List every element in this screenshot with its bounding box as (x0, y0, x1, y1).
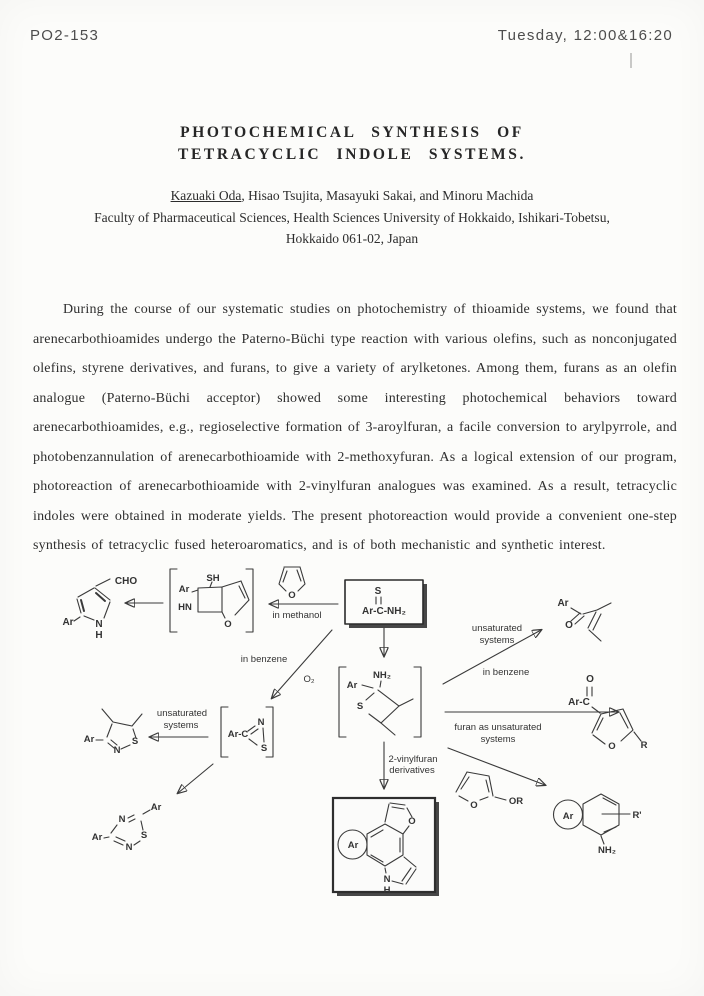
paper-title-line2: TETRACYCLIC INDOLE SYSTEMS. (178, 146, 526, 163)
scheme-label: NH₂ (373, 670, 391, 681)
scheme-label: furan as unsaturated (454, 722, 542, 733)
scheme-label: N (383, 874, 391, 885)
scheme-label: S (140, 830, 148, 841)
scheme-label: Ar (562, 811, 574, 822)
scheme-label: in methanol (272, 610, 322, 621)
paper-title-line1: PHOTOCHEMICAL SYNTHESIS OF (180, 124, 524, 141)
authors-rest: , Hisao Tsujita, Masayuki Sakai, and Minoru Machida (241, 188, 534, 203)
scheme-label: N (95, 619, 103, 630)
scheme-label: unsaturated (156, 708, 208, 719)
scheme-label: OR (508, 796, 524, 807)
scheme-label: Ar-C (227, 729, 249, 740)
scheme-label: O (288, 590, 296, 601)
scheme-label: R' (632, 810, 642, 821)
scheme-label: 2-vinylfuran (388, 754, 438, 765)
scheme-label: NH₂ (598, 845, 616, 856)
scheme-label: derivatives (389, 765, 435, 776)
thioamide-box (345, 580, 427, 628)
scheme-label: S (356, 701, 364, 712)
scheme-label: O (608, 741, 616, 752)
scheme-label: H (383, 885, 391, 896)
scheme-label: Ar (346, 680, 358, 691)
scheme-label: Ar (178, 584, 190, 595)
aroylpyrrole-product (74, 579, 110, 621)
arrow-to-thiadiazole (178, 764, 213, 793)
scheme-label: O₂ (303, 674, 315, 685)
scheme-label: Ar (557, 598, 569, 609)
affiliation-line1: Faculty of Pharmaceutical Sciences, Health Sciences University of Hokkaido, Ishikari-Tobetsu, (94, 210, 610, 225)
furan-reagent (279, 567, 305, 591)
scheme-label: Ar (91, 832, 103, 843)
scheme-label: systems (479, 635, 515, 646)
scheme-label: in benzene (482, 667, 530, 678)
scheme-label: O (224, 619, 232, 630)
author-presenting: Kazuaki Oda (170, 188, 242, 203)
scheme-label: N (125, 842, 133, 853)
scheme-label: O (565, 620, 573, 631)
affiliation-line2: Hokkaido 061-02, Japan (285, 231, 419, 246)
paper-number: PO2-153 (30, 27, 100, 44)
scheme-label: Ar-C-NH₂ (362, 606, 406, 617)
scheme-label: N (118, 814, 126, 825)
scheme-label: S (131, 736, 139, 747)
aroylfuran-product (587, 687, 641, 744)
scheme-label: SH (206, 573, 220, 584)
scheme-label: N (113, 745, 121, 756)
scheme-label: Ar (62, 617, 74, 628)
scheme-label: CHO (114, 576, 138, 587)
scheme-label: Ar-C (568, 697, 590, 708)
scheme-label: unsaturated (471, 623, 523, 634)
scheme-label: Ar (347, 840, 359, 851)
enone-product (571, 603, 611, 641)
scheme-label: S (374, 586, 382, 597)
scheme-label: in benzene (240, 654, 288, 665)
scheme-label: Ar (83, 734, 95, 745)
scheme-label: N (257, 717, 265, 728)
session-time: Tuesday, 12:00&16:20 (497, 27, 673, 44)
scheme-label: HN (178, 602, 192, 613)
scheme-label: O (408, 816, 416, 827)
scheme-label: S (260, 743, 268, 754)
scheme-label: O (586, 674, 594, 685)
scheme-label: Ar (150, 802, 162, 813)
scheme-label: systems (480, 734, 516, 745)
scheme-label: O (470, 800, 478, 811)
abstract-text: During the course of our systematic studies on photochemistry of thioamide systems, we found that arenecarbothioamides undergo the Paterno-Büchi type reaction with various olefins, such as nonconjugated olefins, styrene derivatives, and furans, to give a variety of arylketones. Among them, furans as an olefin analogue (Paterno-Büchi acceptor) showed some interesting photochemical behaviors toward arenecarbothioamides, e.g., regioselective formation of 3-aroylfuran, a facile conversion to arylpyrrole, and photobenzannulation of arenecarbothioamide with 2-methoxyfuran. As a logical extension of our program, photoreaction of arenecarbothioamide with 2-vinylfuran analogues was examined. As a result, tetracyclic indoles were obtained in moderate yields. The present photoreaction would provide a convenient one-step synthesis of tetracyclic fused heteroaromatics, and is of both mechanistic and synthetic interest. (33, 302, 677, 553)
scheme-label: H (95, 630, 103, 641)
scheme-label: systems (163, 720, 199, 731)
or-furan-reagent (456, 772, 506, 801)
scheme-label: R (640, 740, 648, 751)
